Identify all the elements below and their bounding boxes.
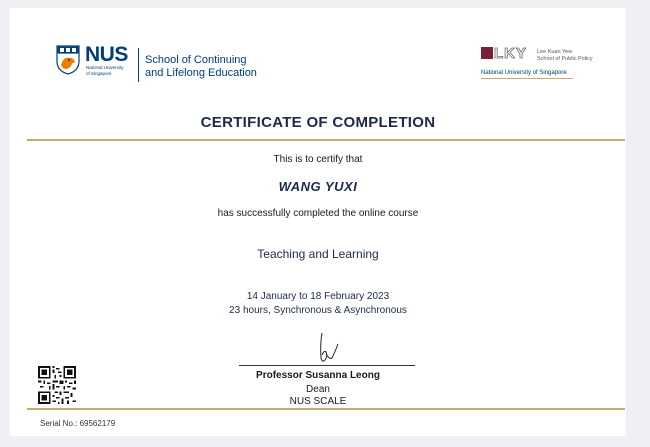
- school-name-line2: and Lifelong Education: [145, 67, 257, 79]
- lky-square-icon: [481, 47, 493, 59]
- lky-name-line1: Lee Kuan Yew: [537, 49, 573, 55]
- serial-number: Serial No.: 69562179: [40, 419, 116, 428]
- top-divider: [27, 139, 625, 141]
- school-name-line1: School of Continuing: [145, 54, 247, 66]
- logo-divider: [138, 48, 139, 82]
- nus-crest-icon: [56, 45, 80, 75]
- lky-letters: LKY: [494, 45, 527, 62]
- signature-line: [239, 365, 415, 366]
- signatory-org: NUS SCALE: [289, 396, 347, 407]
- recipient-name: WANG YUXI: [278, 179, 358, 194]
- signatory-role: Dean: [306, 384, 330, 395]
- nus-logo-subtitle: National University of Singapore: [86, 65, 124, 76]
- course-name: Teaching and Learning: [257, 247, 379, 261]
- qr-code-icon: [38, 366, 76, 404]
- course-hours: 23 hours, Synchronous & Asynchronous: [229, 305, 407, 316]
- completed-line: has successfully completed the online course: [217, 208, 419, 219]
- signature-image: [312, 330, 342, 364]
- certify-line: This is to certify that: [273, 154, 363, 165]
- school-name: [145, 54, 257, 80]
- lky-underline: [481, 78, 573, 79]
- course-dates: 14 January to 18 February 2023: [246, 291, 390, 302]
- nus-wordmark: NUS: [85, 43, 128, 66]
- bottom-divider: [27, 408, 625, 410]
- certificate-card: [10, 8, 626, 436]
- certificate-title: CERTIFICATE OF COMPLETION: [200, 114, 436, 131]
- lky-name-line2: School of Public Policy: [537, 56, 593, 62]
- signatory-name: Professor Susanna Leong: [256, 370, 380, 381]
- lky-parent-university: National University of Singapore: [481, 70, 567, 76]
- lky-school-logo: [481, 47, 611, 89]
